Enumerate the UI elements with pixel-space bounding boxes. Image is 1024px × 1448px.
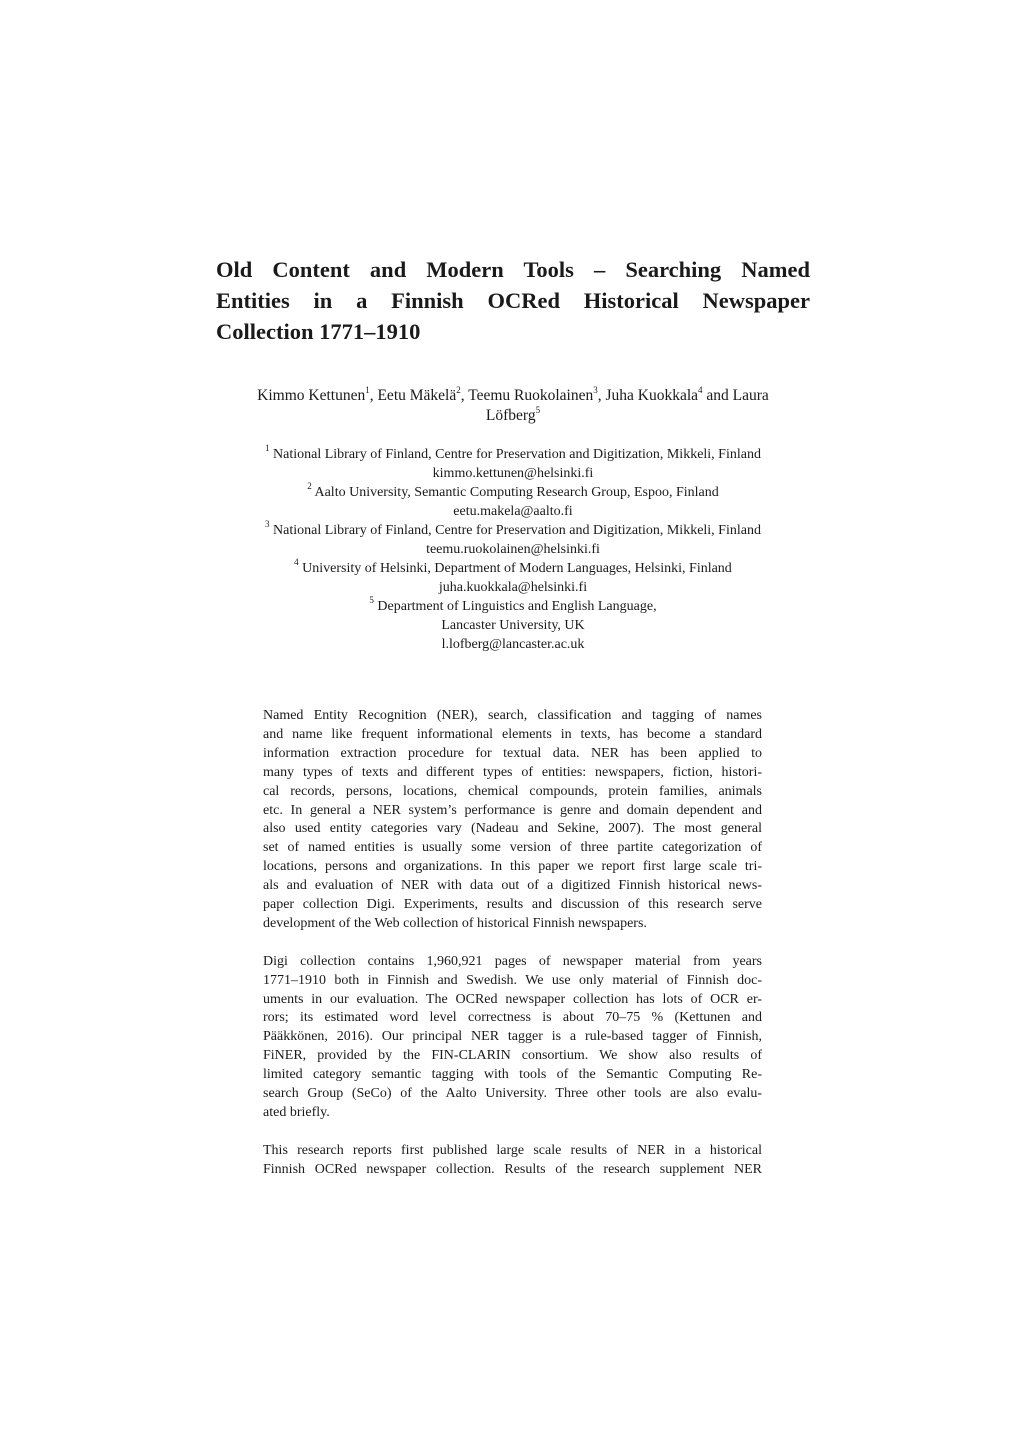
abstract-line: Digi collection contains 1,960,921 pages of newspaper material from years (263, 953, 762, 969)
author-name: Löfberg (485, 407, 536, 424)
author-sup: 3 (593, 384, 598, 395)
affiliations (216, 445, 810, 654)
affiliation-sup: 4 (294, 557, 299, 568)
abstract-line: This research reports first published large scale results of NER in a historical (263, 1142, 762, 1158)
affiliation-line (216, 445, 810, 464)
author-name: , Eetu Mäkelä (369, 387, 457, 404)
author-line (216, 386, 810, 406)
abstract (263, 707, 762, 1199)
affiliation-sup: 1 (265, 443, 270, 454)
abstract-line: uments in our evaluation. The OCRed newspaper collection has lots of OCR er- (263, 991, 762, 1007)
abstract-line: search Group (SeCo) of the Aalto University. Three other tools are also evalu- (263, 1086, 762, 1102)
abstract-line: Pääkkönen, 2016). Our principal NER tagger is a rule-based tagger of Finnish, (263, 1029, 762, 1045)
affiliation-line (216, 597, 810, 616)
abstract-line: paper collection Digi. Experiments, results and discussion of this research serve (263, 897, 762, 913)
abstract-line: cal records, persons, locations, chemical compounds, protein families, animals (263, 783, 762, 799)
affiliation-sup: 2 (307, 481, 312, 492)
abstract-paragraph (263, 707, 762, 934)
author-sup: 2 (456, 384, 461, 395)
author-list (216, 386, 810, 426)
abstract-line: and name like frequent informational elements in texts, has become a standard (263, 726, 762, 742)
author-name: , Teemu Ruokolainen (460, 387, 594, 404)
author-sup: 1 (365, 384, 370, 395)
affiliation-line (216, 483, 810, 502)
affiliation-line (216, 559, 810, 578)
affiliation-email: kimmo.kettunen@helsinki.fi (432, 466, 594, 481)
affiliation-email: juha.kuokkala@helsinki.fi (438, 580, 588, 595)
abstract-line: set of named entities is usually some version of three partite categorization of (263, 840, 762, 856)
paper-title (216, 254, 810, 347)
affiliation-sup: 5 (369, 595, 374, 606)
affiliation-text: Department of Linguistics and English Language, (377, 599, 657, 614)
abstract-line: many types of texts and different types of entities: newspapers, fiction, histori- (263, 764, 762, 780)
abstract-line: development of the Web collection of historical Finnish newspapers. (263, 915, 647, 931)
title-line: Old Content and Modern Tools – Searching Named (216, 257, 810, 282)
abstract-line: ated briefly. (263, 1105, 330, 1121)
affiliation-text: National Library of Finland, Centre for Preservation and Digitization, Mikkeli, Finland (273, 523, 761, 538)
abstract-paragraph (263, 1142, 762, 1180)
abstract-line: FiNER, provided by the FIN-CLARIN consortium. We show also results of (263, 1048, 762, 1064)
abstract-line: als and evaluation of NER with data out of a digitized Finnish historical news- (263, 878, 762, 894)
abstract-line: Finnish OCRed newspaper collection. Results of the research supplement NER (263, 1161, 762, 1177)
author-name: Kimmo Kettunen (257, 387, 366, 404)
affiliation-text: Aalto University, Semantic Computing Research Group, Espoo, Finland (314, 485, 719, 500)
abstract-line: etc. In general a NER system’s performance is genre and domain dependent and (263, 802, 762, 818)
author-sup: 4 (698, 384, 703, 395)
affiliation-line (216, 521, 810, 540)
abstract-line: rors; its estimated word level correctness is about 70–75 % (Kettunen and (263, 1010, 762, 1026)
abstract-paragraph (263, 953, 762, 1123)
abstract-line: also used entity categories vary (Nadeau and Sekine, 2007). The most general (263, 821, 762, 837)
author-name: , Juha Kuokkala (597, 387, 699, 404)
affiliation-text: National Library of Finland, Centre for Preservation and Digitization, Mikkeli, Finland (273, 447, 761, 462)
author-line (216, 406, 810, 426)
title-line: Entities in a Finnish OCRed Historical Newspaper (216, 288, 810, 313)
affiliation-email: eetu.makela@aalto.fi (453, 504, 573, 519)
abstract-line: information extraction procedure for textual data. NER has been applied to (263, 745, 762, 761)
affiliation-email: l.lofberg@lancaster.ac.uk (441, 637, 585, 652)
affiliation-email: teemu.ruokolainen@helsinki.fi (426, 542, 600, 557)
title-line: Collection 1771–1910 (216, 319, 421, 344)
affiliation-sup: 3 (265, 519, 270, 530)
author-sup: 5 (535, 404, 541, 415)
abstract-line: limited category semantic tagging with tools of the Semantic Computing Re- (263, 1067, 762, 1083)
abstract-line: 1771–1910 both in Finnish and Swedish. We use only material of Finnish doc- (263, 972, 762, 988)
abstract-line: locations, persons and organizations. In this paper we report first large scale tri- (263, 859, 762, 875)
abstract-line: Named Entity Recognition (NER), search, classification and tagging of names (263, 708, 762, 723)
affiliation-text: Lancaster University, UK (441, 618, 585, 633)
author-name: and Laura (702, 387, 769, 404)
affiliation-text: University of Helsinki, Department of Modern Languages, Helsinki, Finland (302, 561, 732, 576)
